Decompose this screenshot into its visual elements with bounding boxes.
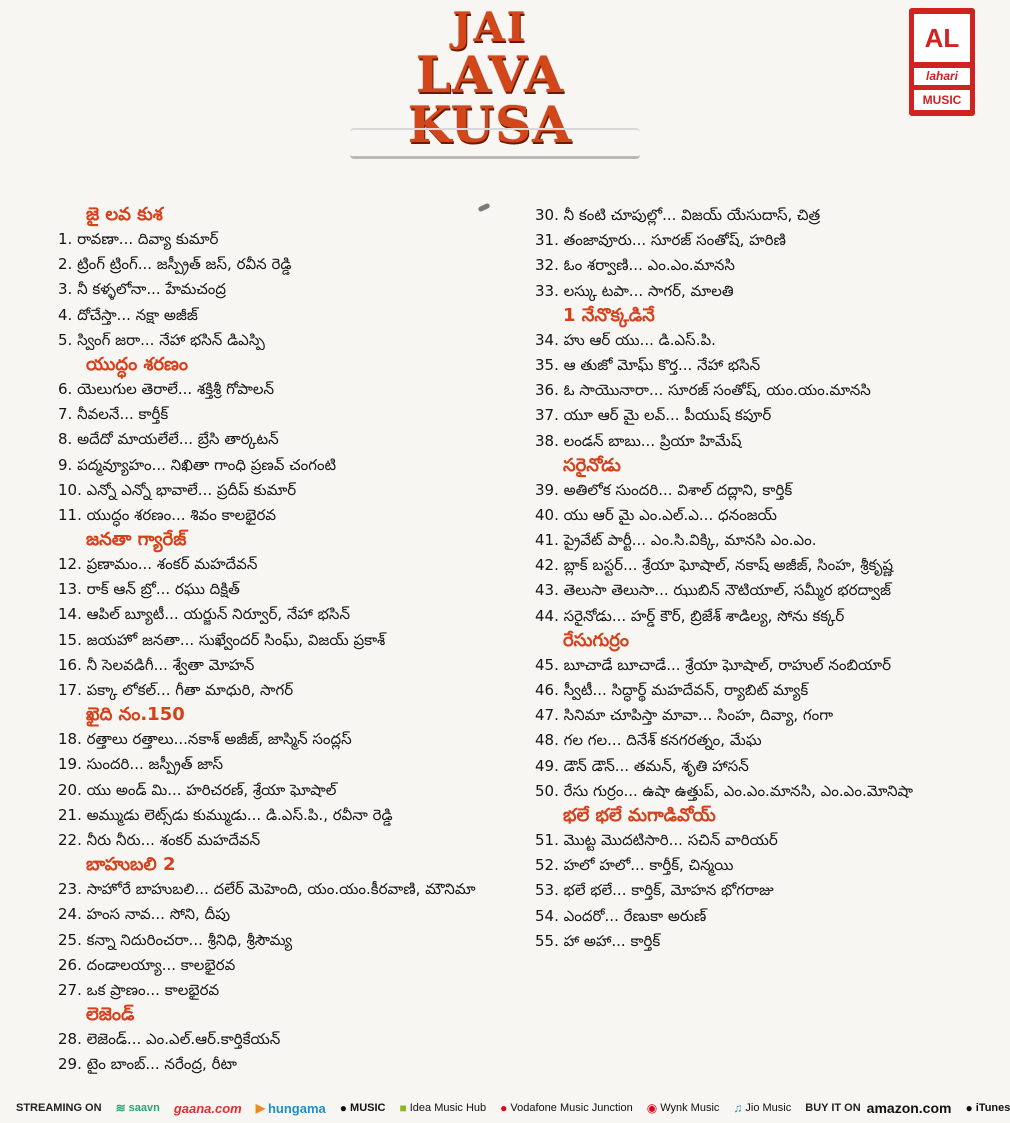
track-item: 25. కన్నా నిదురించరా... శ్రీనిధి, శ్రీసౌమ్య	[58, 930, 293, 949]
tracklist-left	[58, 203, 498, 1077]
idea-logo	[399, 1101, 486, 1115]
album-heading: సరైనోడు	[563, 454, 621, 476]
wynk-logo	[647, 1101, 720, 1115]
track-item: 48. గల గల... దినేశ్ కనగరత్నం, మేఘ	[535, 731, 762, 750]
logo-brand: lahari	[914, 68, 970, 85]
idea-icon: ■	[399, 1101, 407, 1115]
track-item: 19. సుందరి... జస్ప్రీత్ జాస్	[58, 755, 224, 774]
saavn-icon: ≋	[115, 1101, 126, 1115]
track-item: 38. లండన్ బాబు... ప్రియా హిమేష్	[535, 431, 742, 450]
track-item: 15. జయహో జనతా... సుఖ్వేందర్ సింఘ్, విజయ్ ప్రకాశ్	[58, 630, 386, 649]
album-heading: జనతా గ్యారేజ్	[86, 529, 187, 551]
track-item: 41. ప్రైవేట్ పార్టీ... ఎం.సి.విక్కి, మానసి ఎం.ఎం.	[535, 531, 817, 550]
track-item: 8. అదేదో మాయలేలే... బ్రేసి తార్కటన్	[58, 430, 279, 449]
apple-icon: ●	[965, 1101, 973, 1115]
track-item: 33. లస్కు టపా... సాగర్, మాలతి	[535, 281, 734, 300]
hungama-text: hungama	[267, 1100, 326, 1116]
apple-music-logo	[340, 1101, 386, 1115]
jio-icon: ♫	[733, 1101, 743, 1115]
track-item: 11. యుద్ధం శరణం... శివం కాలభైరవ	[58, 505, 277, 524]
track-item: 36. ఓ సాయొనారా... సూరజ్ సంతోష్, యం.యం.మానసి	[535, 381, 871, 400]
footer-bar	[0, 1096, 1010, 1120]
jio-logo	[733, 1101, 791, 1115]
vodafone-logo	[500, 1101, 633, 1115]
lahari-logo	[909, 8, 975, 116]
album-heading: 1 నేనొక్కడినే	[563, 304, 655, 326]
saavn-logo	[116, 1101, 160, 1115]
track-item: 39. అతిలోక సుందరి... విశాల్ దద్లాని, కార్తిక్	[535, 480, 793, 499]
wynk-icon: ◉	[646, 1101, 658, 1115]
album-heading: బాహుబలి 2	[86, 854, 176, 876]
saavn-text: saavn	[128, 1102, 160, 1114]
title-divider	[350, 128, 640, 159]
track-item: 37. యూ ఆర్ మై లవ్... పీయుష్ కపూర్	[535, 406, 772, 425]
track-item: 14. ఆపిల్ బ్యూటీ... యర్జున్ నిర్వూర్, నేహా భసిన్	[58, 605, 350, 624]
track-item: 4. దోచేస్తా... నక్షా అజీజ్	[58, 305, 198, 324]
logo-label: MUSIC	[914, 90, 970, 110]
gaana-logo: gaana.com	[173, 1100, 242, 1116]
title-line-2: LAVA KUSA	[407, 45, 573, 154]
itunes-text: iTunes	[975, 1102, 1010, 1114]
hungama-logo	[256, 1101, 326, 1116]
idea-text: Idea Music Hub	[409, 1102, 487, 1114]
track-item: 3. నీ కళ్ళలోనా... హేమచంద్ర	[58, 280, 226, 299]
track-item: 13. రాక్ ఆన్ బ్రో... రఘు దిక్షిత్	[58, 580, 240, 599]
vodafone-icon: ●	[500, 1101, 508, 1115]
track-item: 1. రావణా... దివ్యా కుమార్	[58, 230, 219, 248]
album-heading: జై లవ కుశ	[86, 204, 163, 225]
tracklist-right	[535, 203, 975, 954]
track-item: 40. యు ఆర్ మై ఎం.ఎల్.ఎ... ధనంజయ్	[535, 505, 777, 524]
track-item: 10. ఎన్నో ఎన్నో భావాలే... ప్రదీప్ కుమార్	[58, 480, 297, 499]
track-item: 55. హా అహా... కార్తిక్	[535, 931, 661, 950]
track-item: 43. తెలుసా తెలుసా... ఝుబిన్ నౌటియాల్, సమ్మీర భరద్వాజ్	[535, 581, 891, 600]
logo-mark: AL	[914, 14, 970, 62]
track-item: 52. హలో హలో... కార్తీక్, చిన్మయి	[535, 856, 734, 875]
track-item: 47. సినిమా చూపిస్తా మావా... సింహ, దివ్యా, గంగా	[535, 706, 834, 725]
apple-icon: ●	[339, 1101, 348, 1115]
album-heading: రేసుగుర్రం	[563, 629, 630, 651]
track-item: 54. ఎందరో... రేణుకా అరుణ్	[535, 906, 707, 925]
track-item: 9. పద్మవ్యూహం... నిఖితా గాంధి ప్రణవ్ చంగంటి	[58, 455, 337, 474]
track-item: 20. యు అండ్ మి... హరిచరణ్, శ్రేయా ఘోషాల్	[58, 780, 337, 799]
track-item: 50. రేసు గుర్రం... ఉషా ఉత్తుప్, ఎం.ఎం.మానసి, ఎం.ఎం.మోనిషా	[535, 781, 913, 800]
track-item: 6. యెలుగుల తెరాలే... శక్తిశ్రీ గోపాలన్	[58, 379, 275, 398]
track-item: 35. ఆ తుజో మోఘ్ కొర్త... నేహా భసిన్	[535, 355, 761, 374]
track-item: 34. హు ఆర్ యు... డి.ఎస్.పి.	[535, 330, 716, 349]
track-item: 32. ఓం శర్వాణి... ఎం.ఎం.మానసి	[535, 256, 735, 275]
track-item: 51. మొట్ట మొదటిసారి... సచిన్ వారియర్	[535, 830, 778, 849]
track-item: 49. డౌన్ డౌన్... తమన్, శృతి హాసన్	[535, 756, 749, 775]
streaming-label: STREAMING ON	[16, 1102, 102, 1114]
track-item: 42. బ్లాక్ బస్టర్... శ్రేయా ఘోషాల్, నకాష్ అజీజ్, సింహ, శ్రీకృష్ణ	[535, 556, 894, 575]
track-item: 24. హంస నావ... సోని, దీపు	[58, 905, 231, 924]
vodafone-text: Vodafone Music Junction	[510, 1102, 633, 1114]
track-item: 12. ప్రణామం... శంకర్ మహదేవన్	[58, 555, 258, 574]
track-item: 22. నీరు నీరు... శంకర్ మహదేవన్	[58, 830, 261, 849]
track-item: 17. పక్కా లోకల్... గీతా మాధురి, సాగర్	[58, 681, 294, 699]
track-item: 28. లెజెండ్... ఎం.ఎల్.ఆర్.కార్తికేయన్	[58, 1030, 281, 1049]
track-item: 26. దండాలయ్యా... కాలభైరవ	[58, 955, 236, 974]
track-item: 45. బూచాడే బూచాడే... శ్రేయా ఘోషాల్, రాహుల్ నంబియార్	[535, 655, 892, 674]
track-item: 21. అమ్ముడు లెట్స్‌డు కుమ్ముడు... డి.ఎస్.పి., రవీనా రెడ్డి	[58, 805, 393, 824]
itunes-logo	[965, 1101, 1010, 1115]
buy-label: BUY IT ON	[805, 1102, 861, 1114]
wynk-text: Wynk Music	[660, 1102, 720, 1114]
track-item: 31. తంజావూరు... సూరజ్ సంతోష్, హరిణి	[535, 231, 786, 250]
amazon-logo: amazon.com	[866, 1100, 952, 1116]
apple-music-text: MUSIC	[350, 1102, 386, 1114]
track-item: 44. సరైనోడు... హర్డ్ కౌర్, బ్రిజేశ్ శాడిల్య, సోను కక్కర్	[535, 606, 845, 625]
track-item: 29. టైం బాంబ్... నరేంద్ర, రీటా	[58, 1055, 237, 1074]
track-item: 16. నీ సెలవడిగీ... శ్వేతా మోహన్	[58, 655, 255, 674]
track-item: 5. స్వింగ్ జరా... నేహా భసిన్ డిఎస్పి	[58, 330, 265, 349]
album-heading: ఖైది నం.150	[86, 704, 185, 726]
album-heading: యుద్ధం శరణం	[86, 353, 189, 375]
track-item: 30. నీ కంటి చూపుల్లో... విజయ్ యేసుదాస్, చిత్ర	[535, 206, 821, 224]
album-heading: భలే భలే మగాడివోయ్	[563, 804, 716, 826]
track-item: 27. ఒక ప్రాణం... కాలభైరవ	[58, 980, 220, 999]
track-item: 46. స్వీటీ... సిద్ధార్థ్ మహదేవన్, ర్యాబిట్ మ్యాక్	[535, 681, 809, 699]
track-item: 18. రత్తాలు రత్తాలు...నకాశ్ అజీజ్, జాస్మిన్ సంద్లస్	[58, 730, 352, 749]
track-item: 53. భలే భలే... కార్తిక్, మోహన భోగరాజు	[535, 881, 774, 900]
play-icon: ▶	[255, 1101, 265, 1115]
track-item: 2. ట్రింగ్ ట్రింగ్... జస్ప్రీత్ జస్, రవీన రెడ్డి	[58, 255, 292, 274]
jio-text: Jio Music	[745, 1102, 792, 1114]
album-heading: లెజెండ్	[86, 1004, 135, 1026]
track-item: 7. నీవలనే... కార్తీక్	[58, 405, 169, 424]
track-item: 23. సాహోరే బాహుబలి... దలేర్ మెహెంది, యం.యం.కీరవాణి, మౌనిమా	[58, 880, 476, 899]
title-line-1: JAI	[452, 4, 528, 51]
